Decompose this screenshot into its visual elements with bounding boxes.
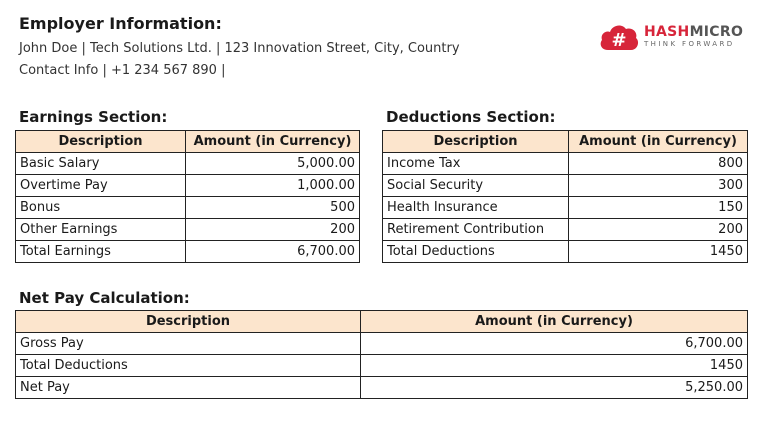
net-pay-table (15, 310, 748, 399)
table-header-row (16, 131, 360, 153)
table-row (16, 197, 360, 219)
row-description: Other Earnings (16, 219, 186, 241)
table-row (383, 153, 748, 175)
table-row (383, 241, 748, 263)
earnings-table (15, 130, 360, 263)
net-pay-title: Net Pay Calculation: (19, 289, 190, 307)
employer-info-title: Employer Information: (19, 14, 222, 33)
table-row (16, 355, 748, 377)
table-header-row (16, 311, 748, 333)
table-row (16, 219, 360, 241)
row-amount: 1450 (361, 355, 748, 377)
table-row (16, 175, 360, 197)
employer-details: John Doe | Tech Solutions Ltd. | 123 Innovation Street, City, Country (19, 41, 460, 56)
logo-word-hash: HASH (644, 24, 690, 40)
row-amount: 500 (186, 197, 360, 219)
row-description: Overtime Pay (16, 175, 186, 197)
row-description: Total Deductions (16, 355, 361, 377)
row-amount: 1,000.00 (186, 175, 360, 197)
table-row (383, 197, 748, 219)
table-row (383, 175, 748, 197)
row-amount: 1450 (569, 241, 748, 263)
table-row (16, 333, 748, 355)
column-header: Amount (in Currency) (186, 131, 360, 153)
row-description: Gross Pay (16, 333, 361, 355)
table-row (16, 241, 360, 263)
row-description: Net Pay (16, 377, 361, 399)
row-description: Social Security (383, 175, 569, 197)
column-header: Description (383, 131, 569, 153)
row-amount: 300 (569, 175, 748, 197)
row-description: Health Insurance (383, 197, 569, 219)
row-description: Income Tax (383, 153, 569, 175)
deductions-title: Deductions Section: (386, 108, 556, 126)
row-description: Total Earnings (16, 241, 186, 263)
logo-wordmark (644, 24, 743, 40)
cloud-hash-icon (598, 22, 640, 52)
row-amount: 150 (569, 197, 748, 219)
row-description: Retirement Contribution (383, 219, 569, 241)
row-amount: 200 (186, 219, 360, 241)
column-header: Description (16, 311, 361, 333)
row-description: Total Deductions (383, 241, 569, 263)
row-description: Bonus (16, 197, 186, 219)
table-row (16, 153, 360, 175)
row-amount: 5,000.00 (186, 153, 360, 175)
row-description: Basic Salary (16, 153, 186, 175)
row-amount: 5,250.00 (361, 377, 748, 399)
row-amount: 800 (569, 153, 748, 175)
column-header: Amount (in Currency) (569, 131, 748, 153)
table-row (16, 377, 748, 399)
logo-tagline: THINK FORWARD (644, 40, 735, 48)
column-header: Description (16, 131, 186, 153)
row-amount: 200 (569, 219, 748, 241)
row-amount: 6,700.00 (186, 241, 360, 263)
column-header: Amount (in Currency) (361, 311, 748, 333)
logo-mark-glyph: # (611, 30, 627, 51)
logo-word-micro: MICRO (689, 24, 744, 40)
row-amount: 6,700.00 (361, 333, 748, 355)
table-row (383, 219, 748, 241)
table-header-row (383, 131, 748, 153)
earnings-title: Earnings Section: (19, 108, 168, 126)
hashmicro-logo (598, 20, 748, 54)
employer-contact: Contact Info | +1 234 567 890 | (19, 63, 226, 78)
deductions-table (382, 130, 748, 263)
